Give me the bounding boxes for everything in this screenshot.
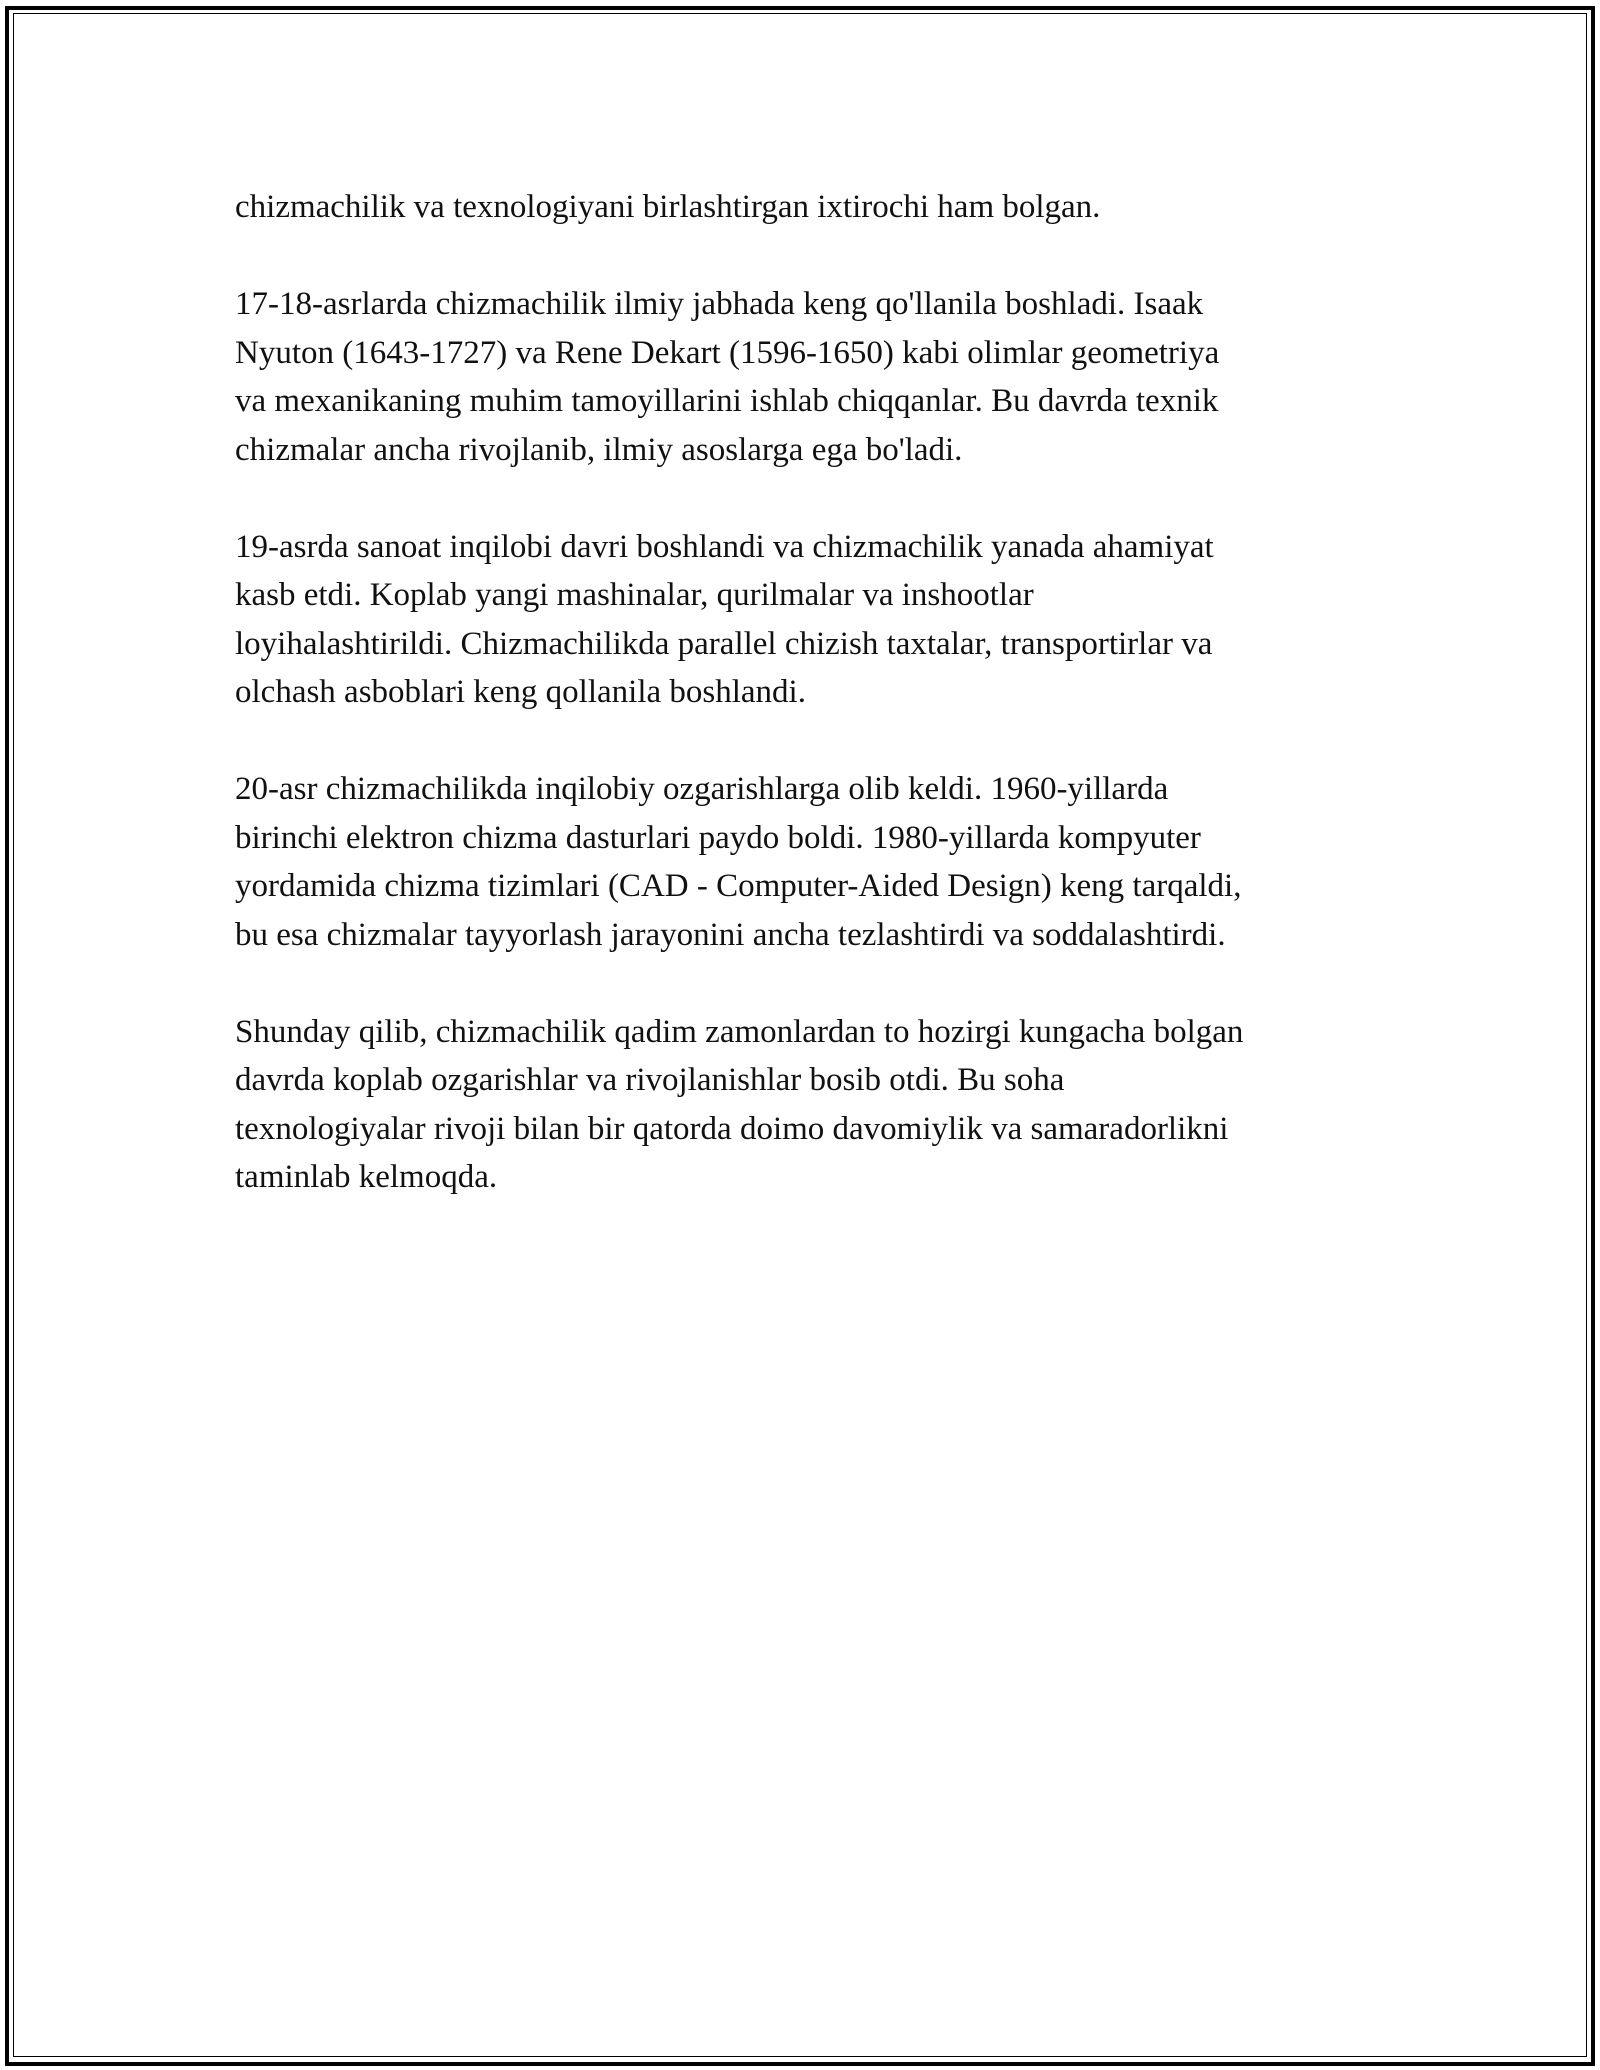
- text-line: Nyuton (1643-1727) va Rene Dekart (1596-1650) kabi olimlar geometriya: [235, 334, 1220, 371]
- text-line: 20-asr chizmachilikda inqilobiy ozgarishlarga olib keldi. 1960-yillarda: [235, 771, 1169, 807]
- paragraph: [235, 280, 1365, 474]
- text-line: Shunday qilib, chizmachilik qadim zamonlardan to hozirgi kungacha bolgan: [235, 1013, 1244, 1050]
- text-line: bu esa chizmalar tayyorlash jarayonini ancha tezlashtirdi va soddalashtirdi.: [235, 916, 1226, 953]
- text-line: chizmachilik va texnologiyani birlashtirgan ixtirochi ham bolgan.: [235, 189, 1101, 225]
- text-line: birinchi elektron chizma dasturlari paydo boldi. 1980-yillarda kompyuter: [235, 819, 1201, 856]
- text-line: chizmalar ancha rivojlanib, ilmiy asoslarga ega bo'ladi.: [235, 431, 963, 468]
- text-line: loyihalashtirildi. Chizmachilikda parallel chizish taxtalar, transportirlar va: [235, 625, 1213, 662]
- paragraph: [235, 765, 1365, 959]
- text-line: yordamida chizma tizimlari (CAD - Computer-Aided Design) keng tarqaldi,: [235, 868, 1242, 904]
- text-line: 17-18-asrlarda chizmachilik ilmiy jabhada keng qo'llanila boshladi. Isaak: [235, 286, 1204, 322]
- text-line: 19-asrda sanoat inqilobi davri boshlandi va chizmachilik yanada ahamiyat: [235, 528, 1214, 565]
- paragraph: [235, 523, 1365, 717]
- paragraph: [235, 183, 1365, 232]
- text-line: va mexanikaning muhim tamoyillarini ishlab chiqqanlar. Bu davrda texnik: [235, 383, 1219, 419]
- text-line: texnologiyalar rivoji bilan bir qatorda doimo davomiylik va samaradorlikni: [235, 1110, 1229, 1147]
- text-line: olchash asboblari keng qollanila boshlandi.: [235, 674, 806, 710]
- document-body: [235, 183, 1365, 1250]
- paragraph: [235, 1008, 1365, 1202]
- text-line: davrda koplab ozgarishlar va rivojlanishlar bosib otdi. Bu soha: [235, 1062, 1065, 1098]
- text-line: taminlab kelmoqda.: [235, 1159, 498, 1195]
- text-line: kasb etdi. Koplab yangi mashinalar, qurilmalar va inshootlar: [235, 577, 1034, 613]
